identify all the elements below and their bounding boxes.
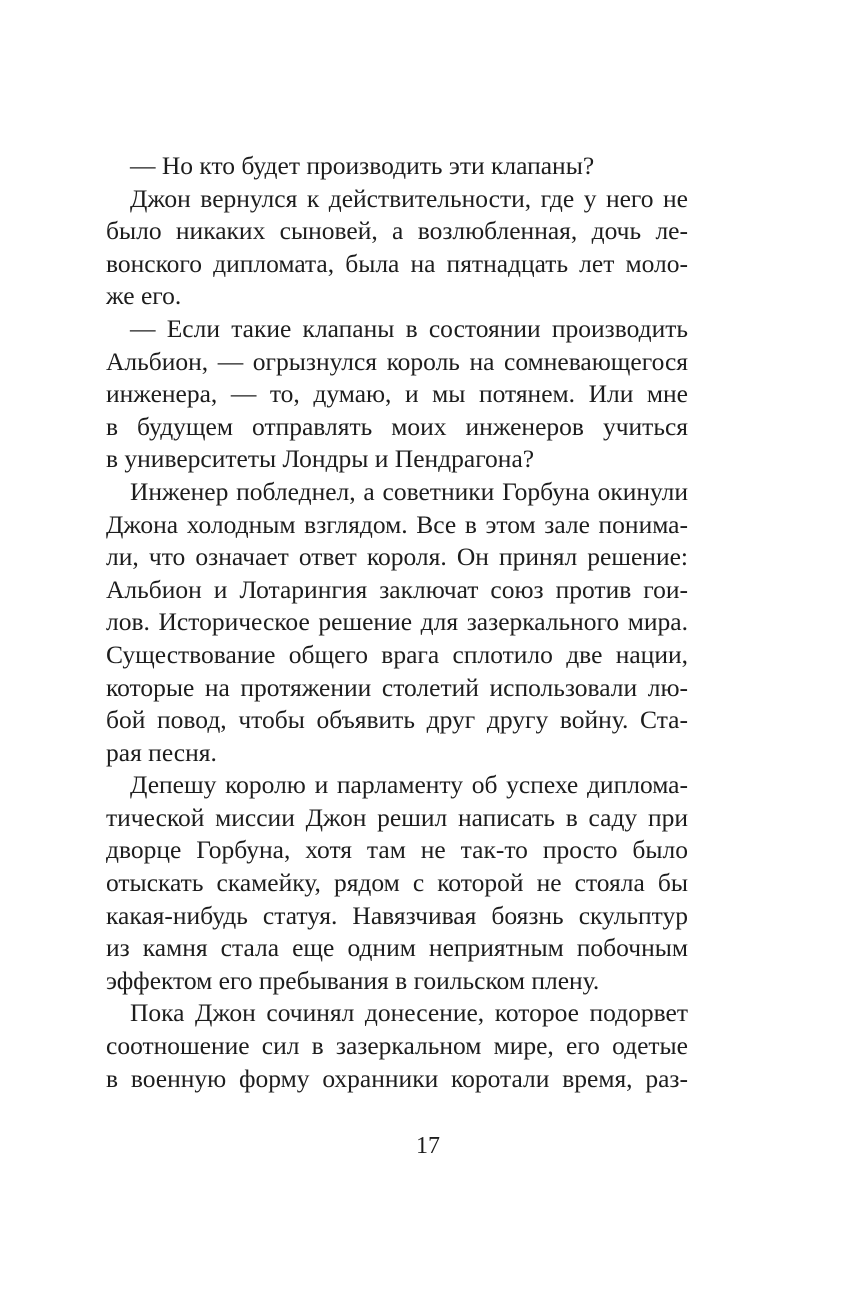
text-line: инженера, — то, думаю, и мы потянем. Или мне [106,379,688,409]
text-line: — Если такие клапаны в состоянии производить [130,313,688,343]
text-line: какая-нибудь статуя. Навязчивая боязнь скульптур [106,900,688,930]
text-line: Существование общего врага сплотило две нации, [106,639,688,669]
text-line: которые на протяжении столетий использовали лю- [106,672,688,702]
text-line: вонского дипломата, была на пятнадцать лет моло- [106,248,688,278]
text-line: соотношение сил в зазеркальном мире, его одетые [106,1031,688,1061]
text-line: в будущем отправлять моих инженеров учиться [106,411,688,441]
text-line: Инженер побледнел, а советники Горбуна окинули [130,476,688,506]
text-line: же его. [106,281,182,311]
text-line: Альбион и Лотарингия заключат союз против гои- [106,574,688,604]
text-line: отыскать скамейку, рядом с которой не стояла бы [106,868,688,898]
text-line: Депешу королю и парламенту об успехе диплома- [130,770,688,800]
text-line: в военную форму охранники коротали время, раз- [106,1063,688,1093]
text-line: эффектом его пребывания в гоильском плену. [106,965,600,995]
page-body-text [106,150,688,1095]
text-line: Пока Джон сочинял донесение, которое подорвет [130,998,688,1028]
text-line: — Но кто будет производить эти клапаны? [130,151,595,180]
text-line: из камня стала еще одним неприятным побочным [106,933,688,963]
text-line: рая песня. [106,737,217,767]
text-line: было никаких сыновей, а возлюбленная, дочь ле- [106,216,688,246]
text-line: в университеты Лондры и Пендрагона? [106,444,535,474]
text-line: бой повод, чтобы объявить друг другу войну. Ста- [106,705,688,735]
text-line: Джон вернулся к действительности, где у него не [130,183,688,213]
page-number: 17 [416,1133,440,1159]
text-line: Альбион, — огрызнулся король на сомневающегося [106,346,688,376]
text-line: ли, что означает ответ короля. Он принял решение: [106,542,688,572]
text-line: лов. Историческое решение для зазеркального мира. [106,607,688,637]
text-line: Джона холодным взглядом. Все в этом зале понима- [106,509,688,539]
text-line: тической миссии Джон решил написать в саду при [106,802,688,832]
text-line: дворце Горбуна, хотя там не так-то просто было [106,835,688,865]
